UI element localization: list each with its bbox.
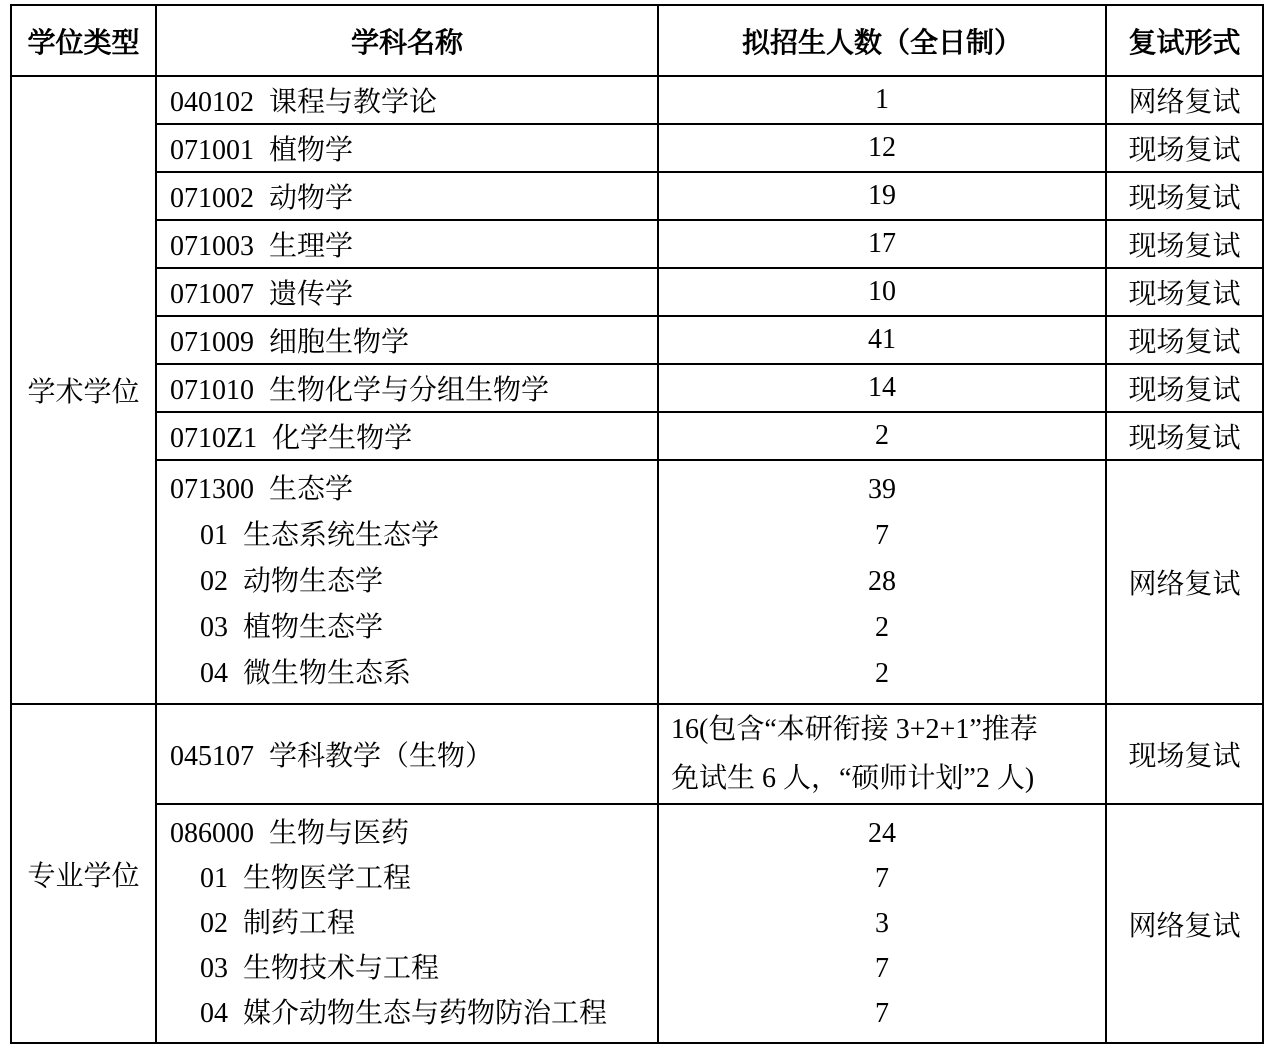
- enrollment-count: 2: [875, 658, 889, 689]
- subject-code: 071009: [170, 327, 254, 358]
- table-row: [11, 124, 1263, 172]
- subject-code: 01: [200, 520, 228, 551]
- subject-cell: [156, 220, 658, 268]
- subject-name: 微生物生态系: [243, 658, 412, 689]
- degree-type-academic: 学术学位: [11, 76, 156, 704]
- table-row: [11, 364, 1263, 412]
- enrollment-count: 7: [875, 863, 889, 894]
- subject-cell: [156, 704, 658, 804]
- enrollment-count: 2: [875, 612, 889, 643]
- subject-subline: [170, 991, 657, 1036]
- enrollment-count: 28: [868, 566, 896, 597]
- subject-code: 04: [200, 998, 228, 1029]
- subject-name: 生物技术与工程: [243, 953, 440, 984]
- enrollment-note-line: 免试生 6 人，“硕师计划”2 人): [671, 763, 1035, 794]
- subject-name: 生物与医药: [269, 818, 410, 849]
- subject-code: 071300: [170, 474, 254, 505]
- enrollment-count: 12: [658, 124, 1106, 172]
- enrollment-block-cell: [658, 460, 1106, 704]
- subject-name: 动物生态学: [243, 566, 384, 597]
- subject-subline: [170, 901, 657, 946]
- subject-name: 植物学: [269, 135, 354, 166]
- enrollment-count: 7: [875, 953, 889, 984]
- subject-code: 071002: [170, 183, 254, 214]
- enrollment-note-cell: [658, 704, 1106, 804]
- enrollment-count: 24: [868, 818, 896, 849]
- subject-code: 086000: [170, 818, 254, 849]
- subject-code: 071007: [170, 279, 254, 310]
- subject-name: 化学生物学: [272, 423, 413, 454]
- enrollment-count: 41: [658, 316, 1106, 364]
- subject-subline: [170, 651, 657, 697]
- interview-format: 现场复试: [1106, 704, 1263, 804]
- subject-line: [170, 467, 657, 513]
- enrollment-count: 17: [658, 220, 1106, 268]
- table-row: [11, 76, 1263, 124]
- subject-block-cell: [156, 460, 658, 704]
- subject-code: 02: [200, 566, 228, 597]
- table-row: [11, 268, 1263, 316]
- subject-code: 0710Z1: [170, 423, 258, 454]
- column-header-subject-name: 学科名称: [156, 5, 658, 76]
- subject-cell: [156, 124, 658, 172]
- subject-name: 生态学: [269, 474, 354, 505]
- subject-code: 03: [200, 612, 228, 643]
- table-row: [11, 220, 1263, 268]
- subject-subline: [170, 946, 657, 991]
- subject-name: 动物学: [269, 183, 354, 214]
- interview-format: 现场复试: [1106, 268, 1263, 316]
- column-header-enrollment: 拟招生人数（全日制）: [658, 5, 1106, 76]
- subject-code: 045107: [170, 741, 254, 772]
- interview-format: 现场复试: [1106, 220, 1263, 268]
- subject-code: 040102: [170, 87, 254, 118]
- subject-block-cell: [156, 804, 658, 1043]
- table-row: [11, 316, 1263, 364]
- enrollment-count: 14: [658, 364, 1106, 412]
- subject-code: 02: [200, 908, 228, 939]
- subject-cell: [156, 412, 658, 460]
- enrollment-count: 2: [658, 412, 1106, 460]
- enrollment-count: 10: [658, 268, 1106, 316]
- subject-cell: [156, 364, 658, 412]
- subject-name: 生态系统生态学: [243, 520, 440, 551]
- enrollment-count: 7: [875, 998, 889, 1029]
- enrollment-count: 7: [875, 520, 889, 551]
- subject-name: 生理学: [269, 231, 354, 262]
- enrollment-count: 39: [868, 474, 896, 505]
- subject-line: [170, 811, 657, 856]
- interview-format: 现场复试: [1106, 364, 1263, 412]
- interview-format: 网络复试: [1106, 460, 1263, 704]
- subject-subline: [170, 513, 657, 559]
- admissions-table: [10, 4, 1264, 1044]
- subject-cell: [156, 268, 658, 316]
- subject-name: 遗传学: [269, 279, 354, 310]
- enrollment-block-cell: [658, 804, 1106, 1043]
- table-row: [11, 172, 1263, 220]
- column-header-degree-type: 学位类型: [11, 5, 156, 76]
- subject-cell: [156, 76, 658, 124]
- subject-name: 制药工程: [243, 908, 356, 939]
- interview-format: 现场复试: [1106, 124, 1263, 172]
- subject-cell: [156, 172, 658, 220]
- table-row: [11, 412, 1263, 460]
- subject-name: 生物化学与分组生物学: [269, 375, 550, 406]
- subject-name: 细胞生物学: [269, 327, 410, 358]
- subject-name: 生物医学工程: [243, 863, 412, 894]
- interview-format: 现场复试: [1106, 412, 1263, 460]
- interview-format: 现场复试: [1106, 316, 1263, 364]
- interview-format: 现场复试: [1106, 172, 1263, 220]
- subject-name: 媒介动物生态与药物防治工程: [243, 998, 608, 1029]
- table-row-ecology-block: [11, 460, 1263, 704]
- subject-code: 071010: [170, 375, 254, 406]
- enrollment-count: 19: [658, 172, 1106, 220]
- enrollment-count: 1: [658, 76, 1106, 124]
- enrollment-note-line: 16(包含“本研衔接 3+2+1”推荐: [671, 714, 1038, 745]
- subject-subline: [170, 856, 657, 901]
- table-row-biomedicine-block: [11, 804, 1263, 1043]
- column-header-interview-format: 复试形式: [1106, 5, 1263, 76]
- subject-name: 学科教学（生物）: [269, 741, 494, 772]
- header-row: [11, 5, 1263, 76]
- subject-cell: [156, 316, 658, 364]
- subject-code: 071001: [170, 135, 254, 166]
- enrollment-count: 3: [875, 908, 889, 939]
- subject-code: 03: [200, 953, 228, 984]
- subject-code: 071003: [170, 231, 254, 262]
- table-row: [11, 704, 1263, 804]
- degree-type-professional: 专业学位: [11, 704, 156, 1043]
- subject-code: 01: [200, 863, 228, 894]
- subject-code: 04: [200, 658, 228, 689]
- subject-name: 课程与教学论: [269, 87, 438, 118]
- subject-name: 植物生态学: [243, 612, 384, 643]
- subject-subline: [170, 605, 657, 651]
- interview-format: 网络复试: [1106, 804, 1263, 1043]
- interview-format: 网络复试: [1106, 76, 1263, 124]
- subject-subline: [170, 559, 657, 605]
